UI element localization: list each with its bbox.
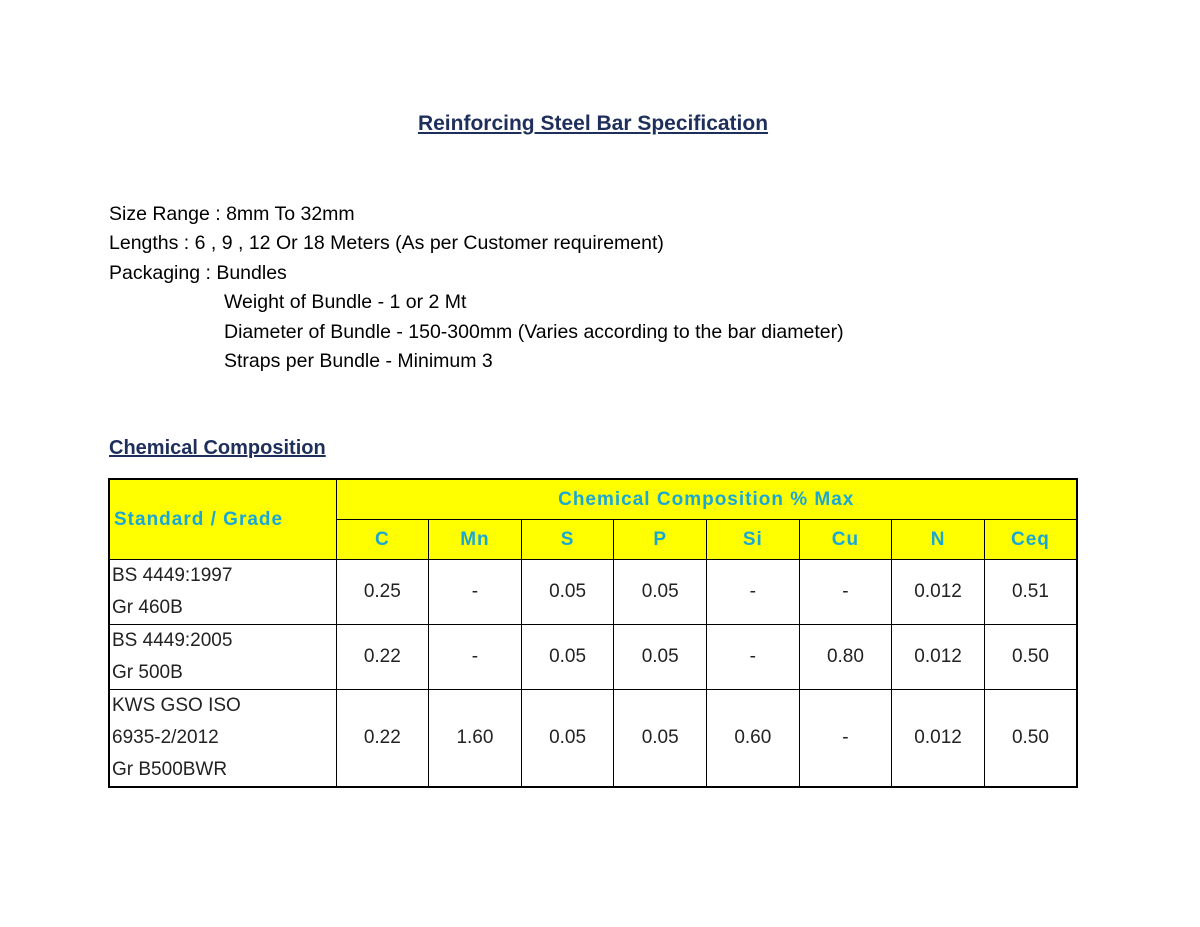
value-cell: 0.25 [336,560,429,625]
value-cell: 0.05 [614,690,707,788]
table-row [109,625,1077,690]
value-cell: - [707,560,800,625]
grade-cell [109,560,336,625]
column-header: N [892,520,985,560]
grade-line: Gr B500BWR [112,759,228,780]
grade-line: Gr 500B [112,662,183,683]
grade-cell [109,625,336,690]
page-title: Reinforcing Steel Bar Specification [417,112,769,135]
grade-line: KWS GSO ISO [112,695,241,716]
grade-line: BS 4449:1997 [112,565,233,586]
column-header: Cu [799,520,892,560]
value-cell: 0.05 [521,560,614,625]
value-cell: 0.05 [614,560,707,625]
table-header-row [109,479,1077,520]
table-row [109,560,1077,625]
value-cell: 0.50 [984,625,1077,690]
column-header: Si [707,520,800,560]
value-cell: 0.012 [892,625,985,690]
section-heading: Chemical Composition [109,437,326,459]
bundle-weight-text: Weight of Bundle - 1 or 2 Mt [224,291,467,314]
column-header: Mn [429,520,522,560]
grade-line: BS 4449:2005 [112,630,233,651]
value-cell: - [799,560,892,625]
bundle-diameter-text: Diameter of Bundle - 150-300mm (Varies according to the bar diameter) [224,320,844,343]
value-cell: 0.51 [984,560,1077,625]
lengths-text: Lengths : 6 , 9 , 12 Or 18 Meters (As per Customer requirement) [109,232,664,255]
value-cell: - [707,625,800,690]
value-cell: 0.012 [892,560,985,625]
chemical-composition-table [108,478,1078,788]
straps-text: Straps per Bundle - Minimum 3 [224,350,493,373]
packaging-text: Packaging : Bundles [109,261,287,284]
column-header: C [336,520,429,560]
value-cell: 0.05 [614,625,707,690]
value-cell: 0.80 [799,625,892,690]
table-row [109,690,1077,788]
value-cell: 0.05 [521,690,614,788]
grade-line: 6935-2/2012 [112,727,219,748]
standard-grade-header: Standard / Grade [109,479,336,560]
composition-group-header: Chemical Composition % Max [336,479,1077,520]
value-cell: 0.22 [336,690,429,788]
grade-cell [109,690,336,788]
column-header: P [614,520,707,560]
column-header: S [521,520,614,560]
value-cell: 0.50 [984,690,1077,788]
grade-line: Gr 460B [112,597,183,618]
size-range-text: Size Range : 8mm To 32mm [109,203,355,225]
value-cell: - [429,560,522,625]
column-header: Ceq [984,520,1077,560]
value-cell: 1.60 [429,690,522,788]
spec-list [109,200,844,376]
value-cell: - [799,690,892,788]
value-cell: 0.012 [892,690,985,788]
value-cell: 0.60 [707,690,800,788]
value-cell: - [429,625,522,690]
value-cell: 0.22 [336,625,429,690]
value-cell: 0.05 [521,625,614,690]
